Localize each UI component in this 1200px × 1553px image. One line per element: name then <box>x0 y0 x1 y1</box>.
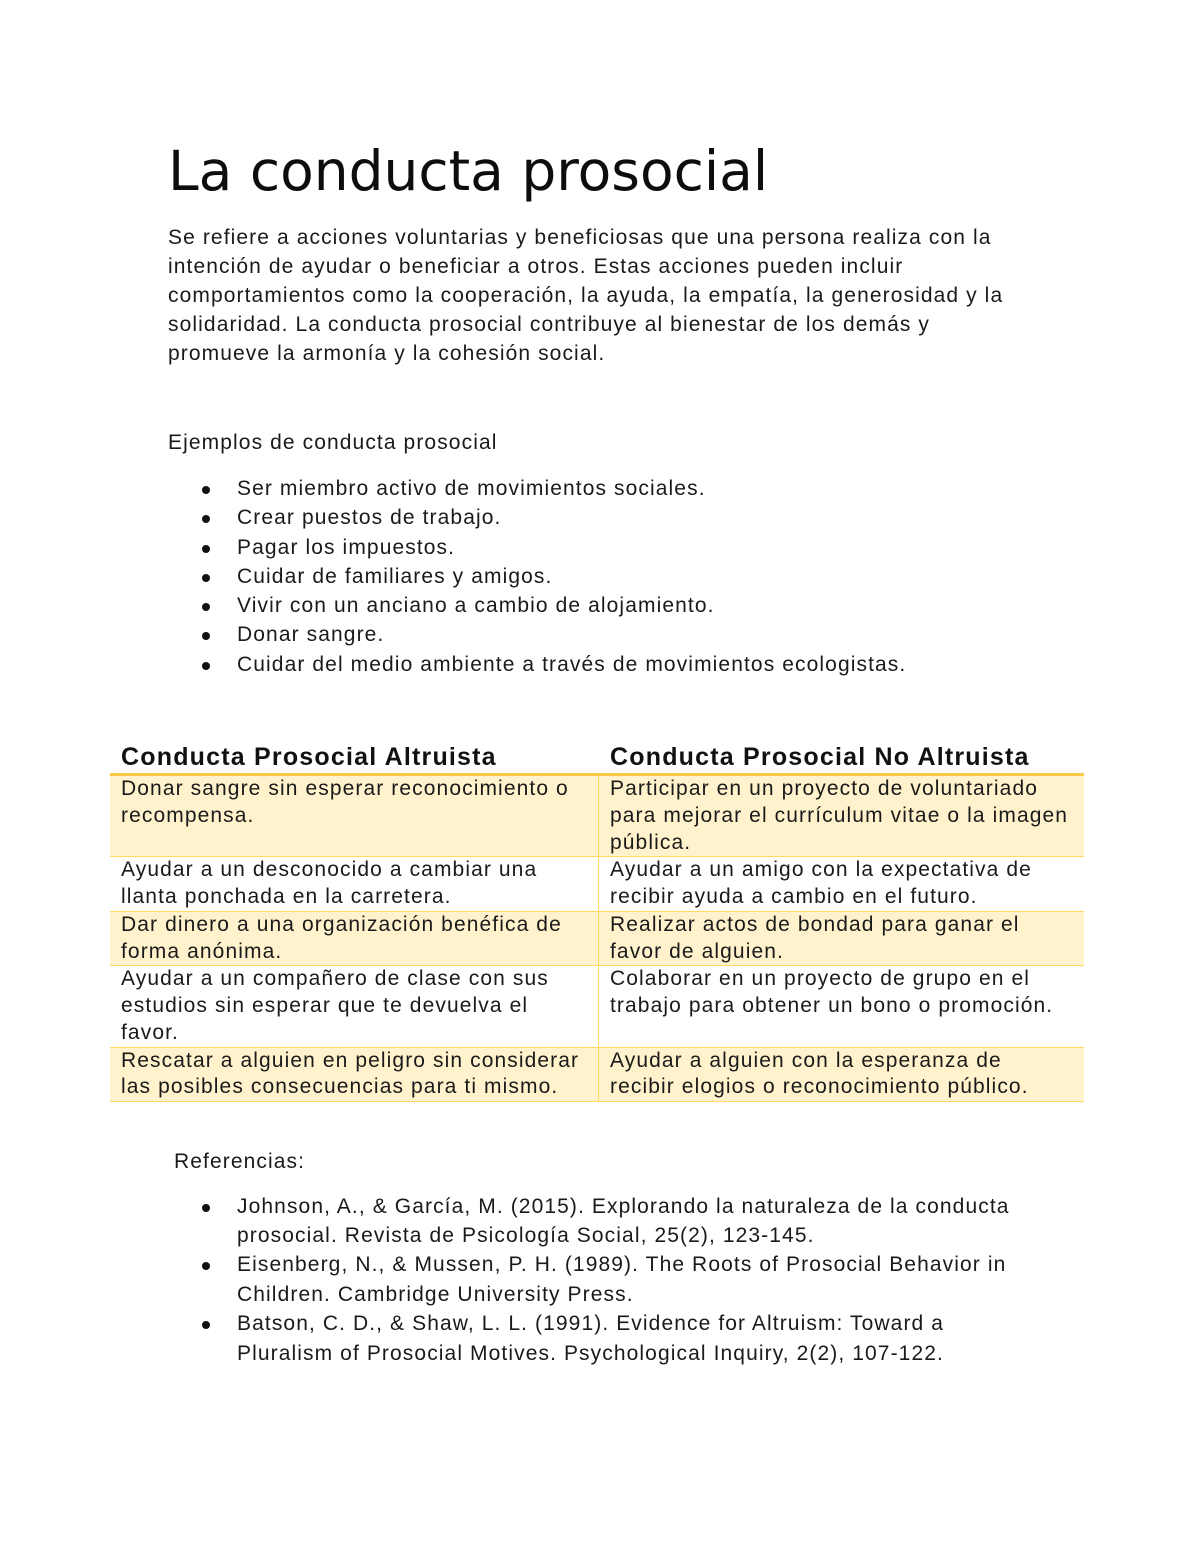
list-item-text: Cuidar del medio ambiente a través de movimientos ecologistas. <box>237 652 907 676</box>
table-row <box>110 857 1084 912</box>
list-item-text: Pagar los impuestos. <box>237 535 456 559</box>
table-cell-altruista: Rescatar a alguien en peligro sin considerar las posibles consecuencias para ti mismo. <box>110 1048 599 1103</box>
table-header-no-altruista: Conducta Prosocial No Altruista <box>599 738 1084 776</box>
list-item-text: Crear puestos de trabajo. <box>237 506 502 530</box>
table-cell-no-altruista: Realizar actos de bondad para ganar el favor de alguien. <box>599 912 1084 967</box>
table-row <box>110 1048 1084 1103</box>
page-title: La conducta prosocial <box>168 139 769 203</box>
reference-item <box>0 1192 1200 1251</box>
reference-text: Johnson, A., & García, M. (2015). Explorando la naturaleza de la conducta prosocial. Revista de Psicología Social, 25(2), 123-145. <box>237 1194 1010 1247</box>
references-heading: Referencias: <box>174 1149 306 1173</box>
comparison-table <box>110 738 1084 1102</box>
list-item <box>0 591 1200 620</box>
list-item-text: Vivir con un anciano a cambio de alojamiento. <box>237 594 715 618</box>
table-cell-altruista: Ayudar a un compañero de clase con sus estudios sin esperar que te devuelva el favor. <box>110 966 599 1047</box>
table-cell-no-altruista: Ayudar a alguien con la esperanza de recibir elogios o reconocimiento público. <box>599 1048 1084 1103</box>
list-item <box>0 474 1200 503</box>
list-item-text: Donar sangre. <box>237 623 385 647</box>
bullet-icon <box>202 486 210 494</box>
table-row <box>110 966 1084 1047</box>
list-item <box>0 620 1200 649</box>
reference-item <box>0 1309 1200 1368</box>
table-header-altruista: Conducta Prosocial Altruista <box>110 738 599 776</box>
intro-paragraph: Se refiere a acciones voluntarias y beneficiosas que una persona realiza con la intención de ayudar o beneficiar a otros. Estas acciones pueden incluir comportamientos como la cooperación, la ayuda, la empatía, la generosidad y la solidaridad. La conducta prosocial contribuye al bienestar de los demás y promueve la armonía y la cohesión social. <box>168 226 1004 365</box>
bullet-icon <box>202 574 210 582</box>
bullet-icon <box>202 1204 210 1212</box>
list-item-text: Cuidar de familiares y amigos. <box>237 564 553 588</box>
table-row <box>110 776 1084 857</box>
list-item <box>0 562 1200 591</box>
reference-text: Batson, C. D., & Shaw, L. L. (1991). Evidence for Altruism: Toward a Pluralism of Prosocial Motives. Psychological Inquiry, 2(2), 107-122. <box>237 1312 945 1365</box>
table-row <box>110 912 1084 967</box>
list-item-text: Ser miembro activo de movimientos sociales. <box>237 477 706 500</box>
references-list <box>0 1192 1200 1368</box>
bullet-icon <box>202 662 210 670</box>
bullet-icon <box>202 545 210 553</box>
table-cell-no-altruista: Colaborar en un proyecto de grupo en el trabajo para obtener un bono o promoción. <box>599 966 1084 1047</box>
table-header-row <box>110 738 1084 776</box>
list-item <box>0 503 1200 532</box>
examples-heading: Ejemplos de conducta prosocial <box>168 431 498 454</box>
bullet-icon <box>202 1262 210 1270</box>
list-item <box>0 650 1200 679</box>
reference-text: Eisenberg, N., & Mussen, P. H. (1989). The Roots of Prosocial Behavior in Children. Cambridge University Press. <box>237 1253 1007 1306</box>
bullet-icon <box>202 515 210 523</box>
bullet-icon <box>202 603 210 611</box>
table-cell-altruista: Donar sangre sin esperar reconocimiento o recompensa. <box>110 776 599 857</box>
bullet-icon <box>202 1321 210 1329</box>
table-cell-altruista: Ayudar a un desconocido a cambiar una llanta ponchada en la carretera. <box>110 857 599 912</box>
bullet-icon <box>202 632 210 640</box>
table-cell-no-altruista: Ayudar a un amigo con la expectativa de recibir ayuda a cambio en el futuro. <box>599 857 1084 912</box>
table-cell-altruista: Dar dinero a una organización benéfica de forma anónima. <box>110 912 599 967</box>
reference-item <box>0 1250 1200 1309</box>
table-cell-no-altruista: Participar en un proyecto de voluntariado para mejorar el currículum vitae o la imagen pública. <box>599 776 1084 857</box>
examples-list <box>0 474 1200 679</box>
list-item <box>0 533 1200 562</box>
